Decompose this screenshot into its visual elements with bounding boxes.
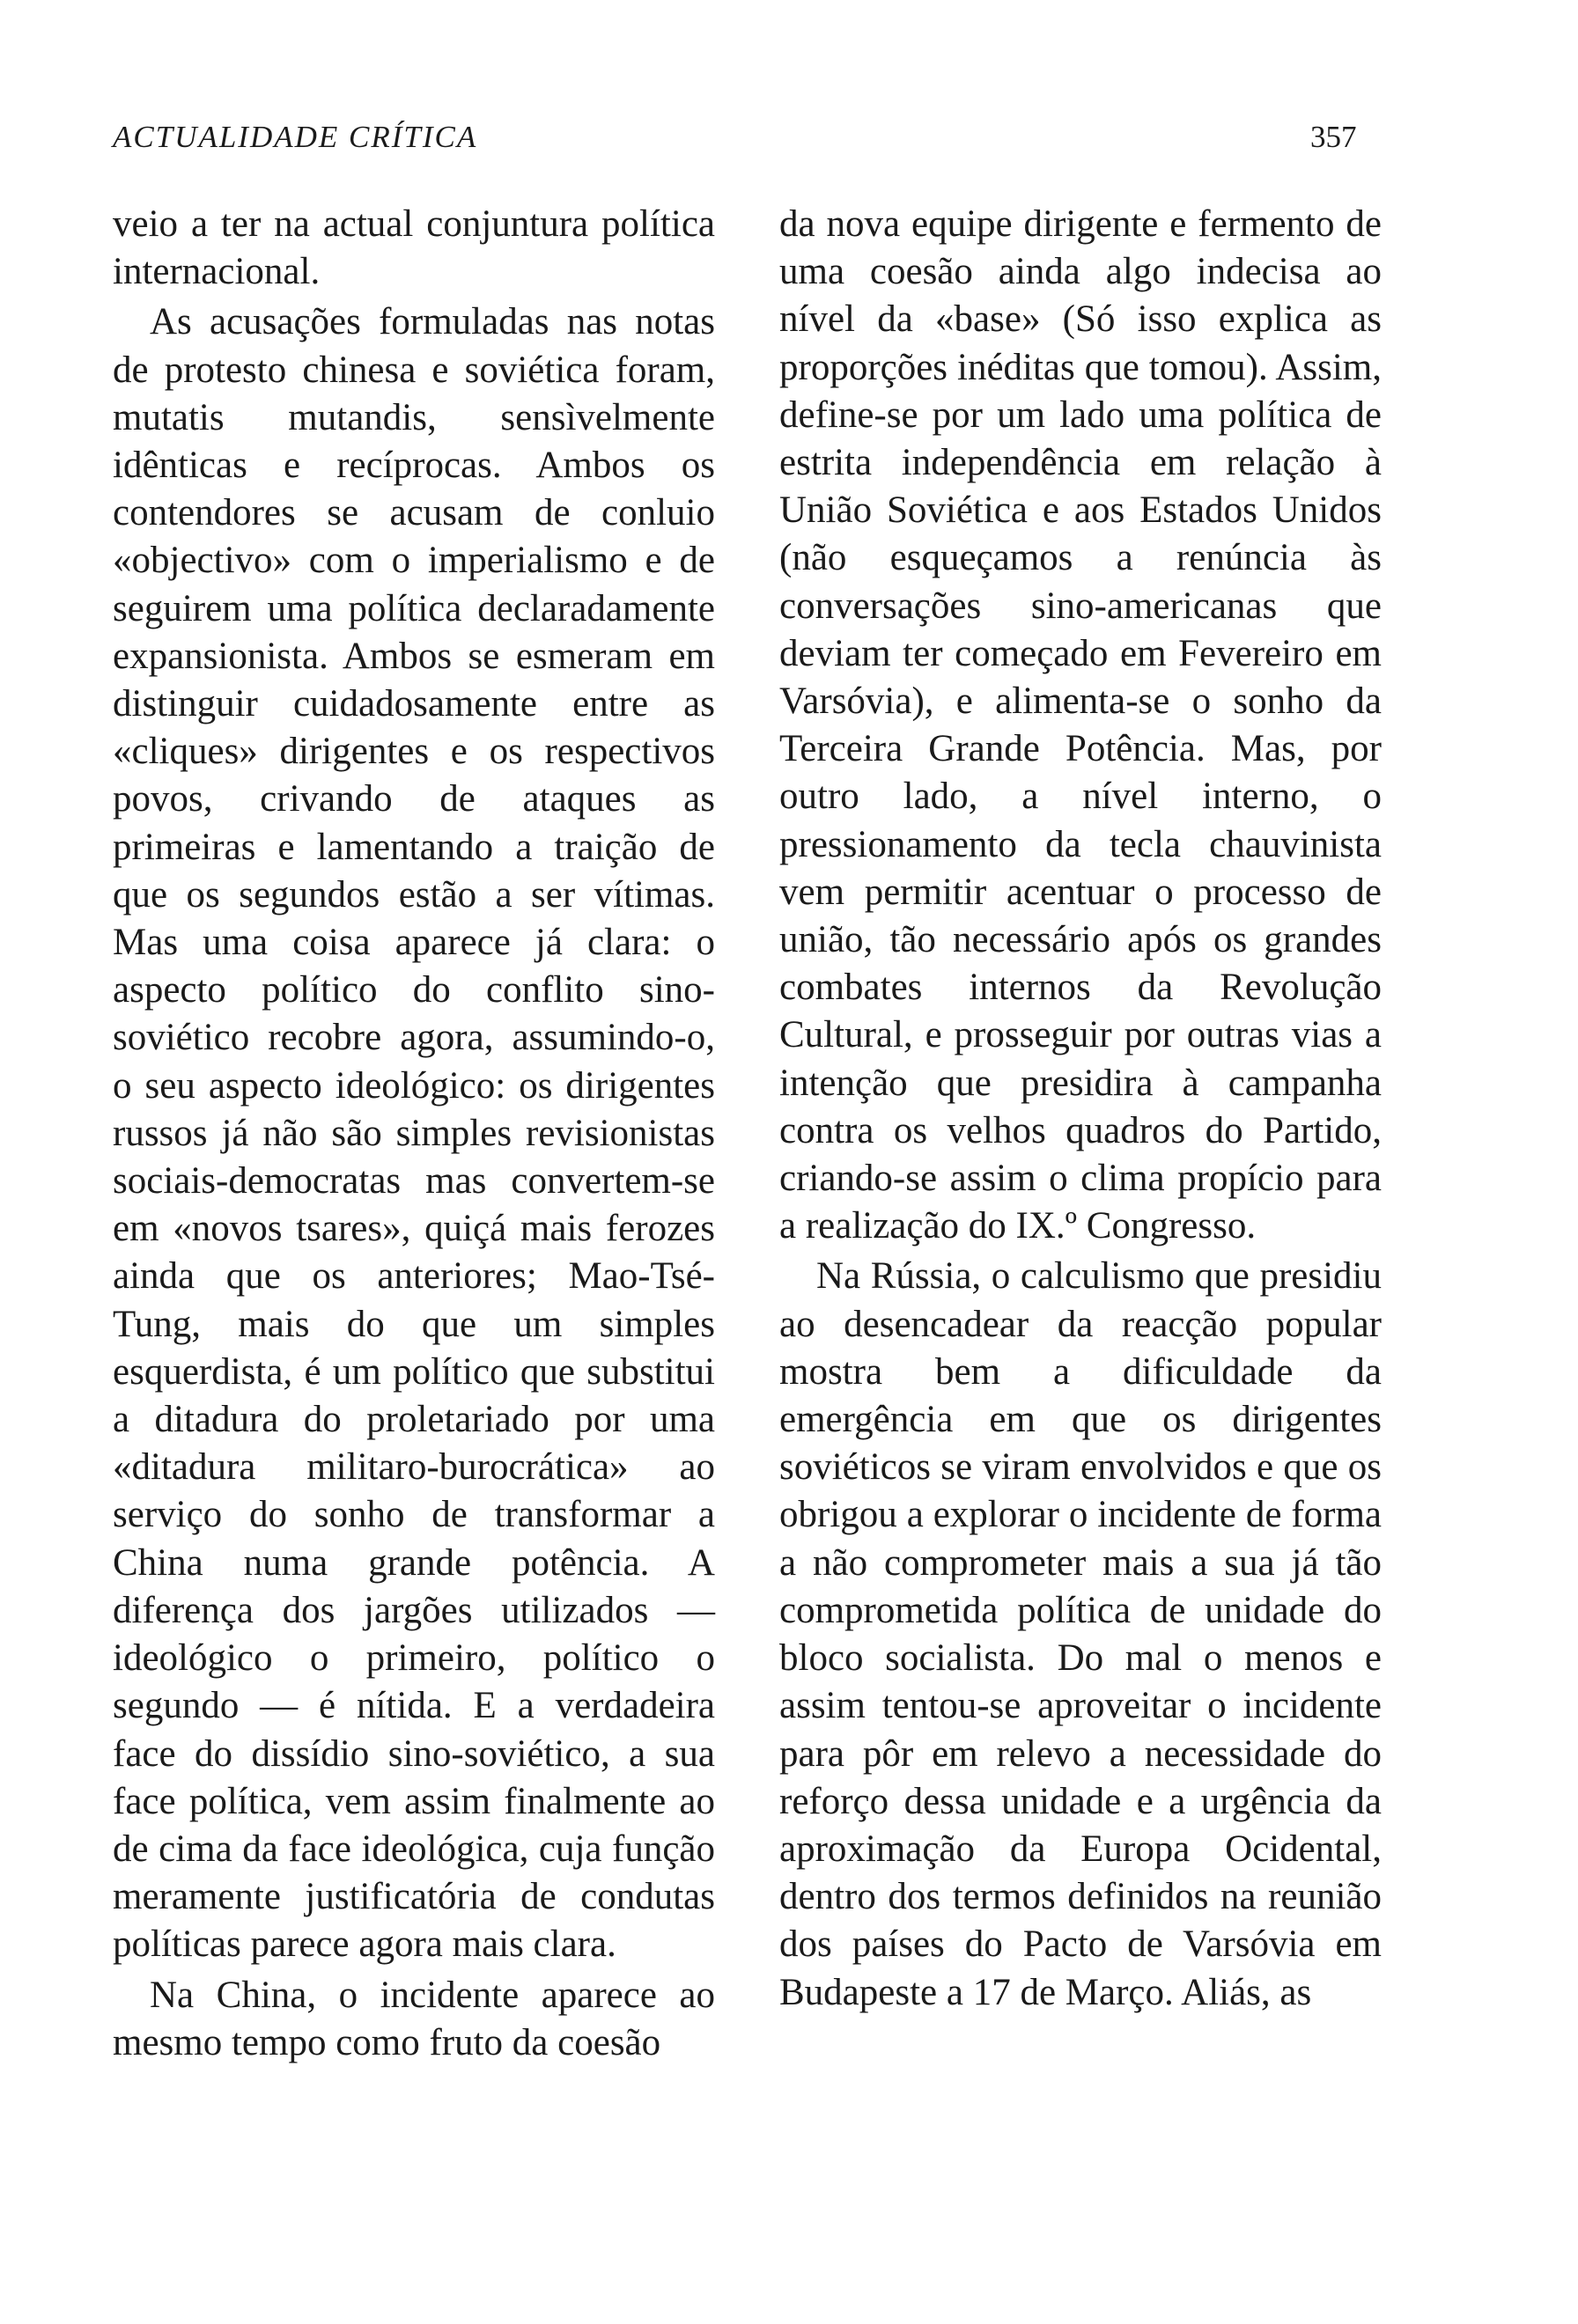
paragraph: As acusações formuladas nas notas de protesto chinesa e soviética foram, mutatis mutandis, sensìvelmente idênticas e recíprocas. Ambos os contendores se acusam de conluio «objectivo» com o imperialismo e de seguirem uma política declaradamente expansionista. Ambos se esmeram em distinguir cuidadosamente entre as «cliques» dirigentes e os respectivos povos, crivando de ataques as primeiras e lamentando a traição de que os segundos estão a ser vítimas. Mas uma coisa aparece já clara: o aspecto político do conflito sino-soviético recobre agora, assumindo-o, o seu aspecto ideológico: os dirigentes russos já não são simples revisionistas sociais-democratas mas convertem-se em «novos tsares», quiçá mais ferozes ainda que os anteriores; Mao-Tsé-Tung, mais do que um simples esquerdista, é um político que substitui a ditadura do proletariado por uma «ditadura militaro-burocrática» ao serviço do sonho de transformar a China numa grande potência. A diferença dos jargões utilizados — ideológico o primeiro, político o segundo — é nítida. E a verdadeira face do dissídio sino-soviético, a sua face política, vem assim finalmente ao de cima da face ideológica, cuja função meramente justificatória de condutas políticas parece agora mais clara. [113, 301, 715, 1966]
running-head-title: ACTUALIDADE CRÍTICA [113, 120, 478, 154]
paragraph: da nova equipe dirigente e fermento de uma coesão ainda algo indecisa ao nível da «base» (Só isso explica as proporções inéditas que tomou). Assim, define-se por um lado uma política de estrita independência em relação à União Soviética e aos Estados Unidos (não esqueçamos a renúncia às conversações sino-americanas que deviam ter começado em Fevereiro em Varsóvia), e alimenta-se o sonho da Terceira Grande Potência. Mas, por outro lado, a nível interno, o pressionamento da tecla chauvinista vem permitir acentuar o processo de união, tão necessário após os grandes combates internos da Revolução Cultural, e prosseguir por outras vias a intenção que presidira à campanha contra os velhos quadros do Partido, criando-se assim o clima propício para a realização do IX.º Congresso. [779, 203, 1382, 1247]
paragraph: veio a ter na actual conjuntura política internacional. [113, 203, 715, 293]
left-column [113, 201, 715, 2070]
right-column [779, 201, 1382, 2019]
page-number: 357 [1310, 120, 1357, 154]
paragraph: Na China, o incidente aparece ao mesmo tempo como fruto da coesão [113, 1974, 715, 2063]
paragraph: Na Rússia, o calculismo que presidiu ao desencadear da reacção popular mostra bem a dificuldade da emergência em que os dirigentes soviéticos se viram envolvidos e que os obrigou a explorar o incidente de forma a não comprometer mais a sua já tão comprometida política de unidade do bloco socialista. Do mal o menos e assim tentou-se aproveitar o incidente para pôr em relevo a necessidade do reforço dessa unidade e a urgência da aproximação da Europa Ocidental, dentro dos termos definidos na reunião dos países do Pacto de Varsóvia em Budapeste a 17 de Março. Aliás, as [779, 1255, 1382, 2013]
